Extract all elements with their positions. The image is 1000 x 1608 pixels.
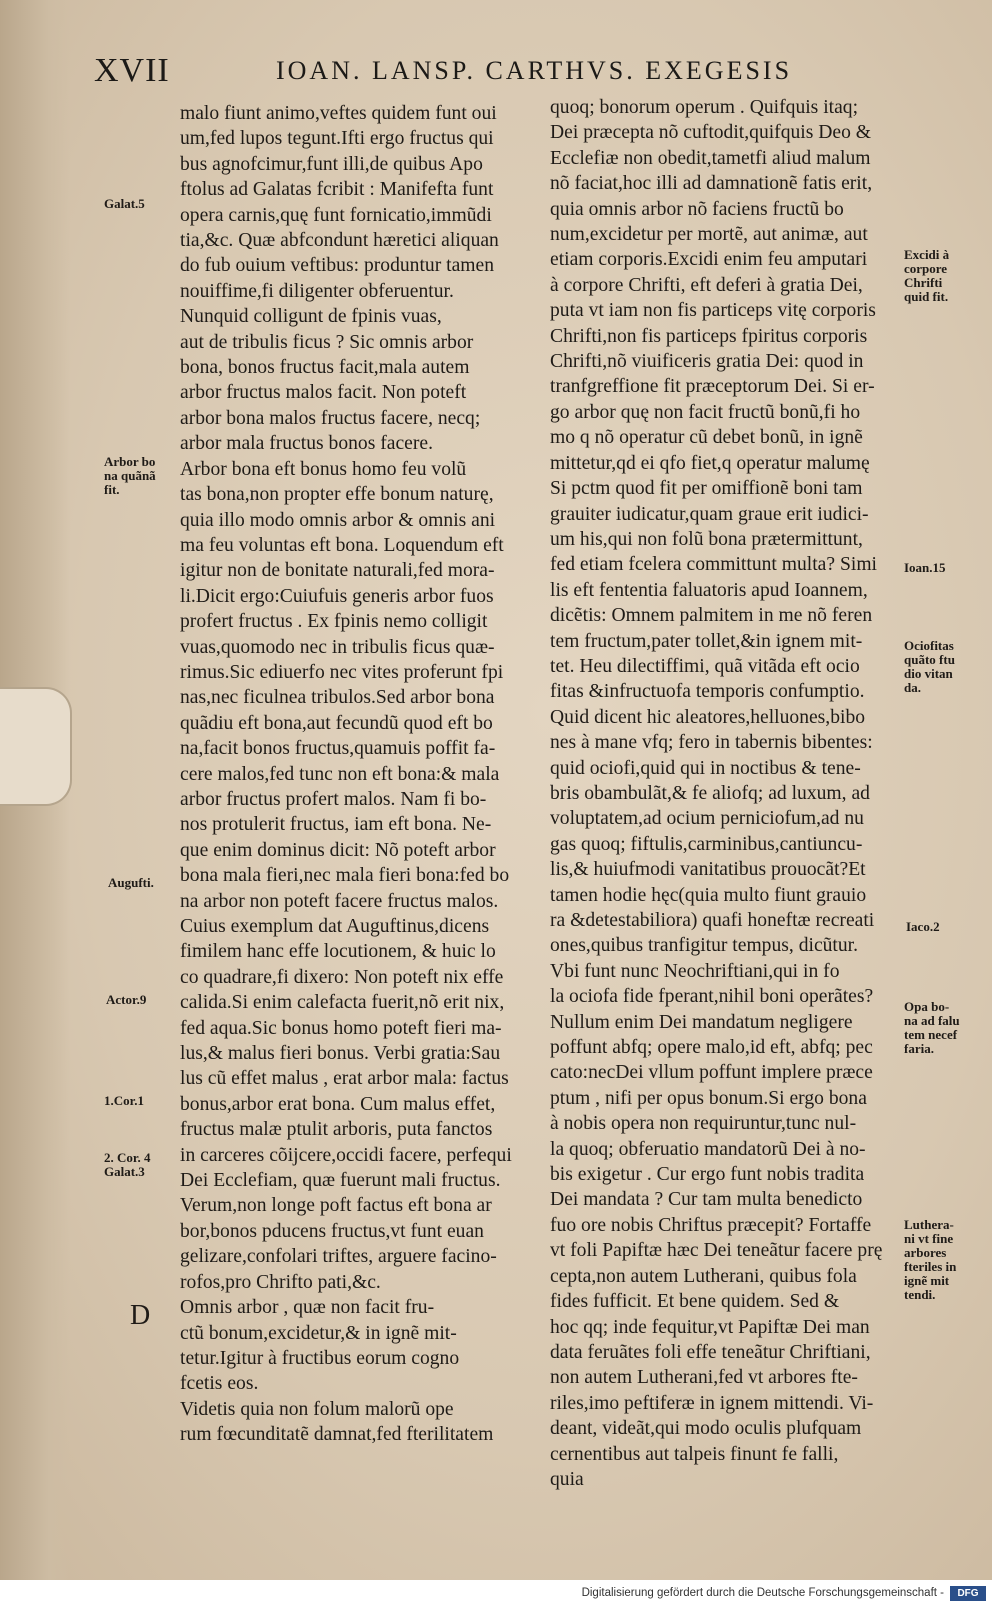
text-line: mittetur,qd ei qfo fiet,q operatur malumę: [550, 452, 870, 474]
text-line: malo fiunt animo,veftes quidem funt oui: [180, 103, 497, 124]
margin-note-line: arbores: [904, 1245, 947, 1260]
text-line: bonus,arbor erat bona. Cum malus effet,: [180, 1093, 496, 1115]
margin-note-iaco: [906, 920, 940, 934]
margin-note-line: na ad falu: [904, 1013, 960, 1028]
text-line: cernentibus aut talpeis finunt fe falli,: [550, 1443, 839, 1465]
text-line: fides fufficit. Et bene quidem. Sed &: [550, 1291, 840, 1313]
text-line: mo q nõ operatur cũ debet bonũ, in ignẽ: [550, 427, 863, 449]
text-line: Chrifti,non fis particeps fpiritus corporis: [550, 325, 868, 347]
text-line: Dei mandata ? Cur tam multa benedicto: [550, 1189, 863, 1211]
margin-note-galat: [104, 197, 145, 211]
text-line: Omnis arbor , quæ non facit fru-: [180, 1297, 435, 1319]
text-line: go arbor quę non facit fructũ bonũ,fi ho: [550, 401, 861, 423]
text-line: fuo ore nobis Chriftus præcepit? Fortaffe: [550, 1214, 872, 1236]
text-line: Chrifti,nõ viuificeris gratia Dei: quod in: [550, 351, 864, 373]
text-line: Ecclefiæ non obedit,tametfi aliud malum: [550, 147, 871, 169]
text-line: Arbor bona eft bonus homo feu volũ: [180, 458, 467, 480]
text-line: bona, bonos fructus facit,mala autem: [180, 357, 470, 379]
margin-note-line: Ociofitas: [904, 638, 954, 653]
margin-note-line: quãto ftu: [904, 652, 955, 667]
text-line: in carceres cõijcere,occidi facere, perfequi: [180, 1144, 512, 1166]
text-line: nouiffime,fi diligenter obferuentur.: [180, 280, 454, 302]
text-line: fed etiam fcelera committunt multa? Simi: [550, 554, 877, 576]
text-line: ftolus ad Galatas fcribit : Manifefta funt: [180, 179, 494, 201]
margin-note-line: Iaco.2: [906, 919, 940, 934]
text-line: nos protulerit fructus, iam eft bona. Ne-: [180, 814, 492, 836]
text-line: ra &detestabiliora) quafi honeftæ recreati: [550, 910, 875, 931]
margin-note-line: fteriles in: [904, 1259, 957, 1274]
margin-note-line: tem necef: [904, 1027, 958, 1042]
margin-note-excidi: [904, 248, 949, 304]
margin-note-cor2-galat: [104, 1151, 150, 1179]
page-clip-tab: [0, 687, 72, 806]
margin-note-line: 2. Cor. 4: [104, 1150, 151, 1165]
margin-note-line: Galat.5: [104, 196, 145, 211]
text-line: rofos,pro Chrifto pati,&c.: [180, 1271, 381, 1293]
margin-note-actor: [106, 993, 146, 1007]
text-line: igitur non de bonitate naturali,fed mora-: [180, 560, 495, 582]
text-line: bor,bonos pducens fructus,vt funt euan: [180, 1220, 484, 1242]
text-line: la quoq; obferuatio mandatorũ Dei à no-: [550, 1138, 866, 1160]
text-line: que enim dominus dicit: Nõ poteft arbor: [180, 839, 496, 861]
text-line: do fub ouium veftibus: produntur tamen: [180, 255, 494, 277]
text-line: nõ faciat,hoc illi ad damnationẽ fatis erit,: [550, 173, 873, 195]
text-line: bona mala fieri,nec mala fieri bona:fed bo: [180, 865, 510, 887]
text-line: à nobis opera non requiruntur,tunc nul-: [550, 1113, 857, 1135]
text-line: quoq; bonorum operum . Quifquis itaq;: [550, 97, 859, 118]
text-line: tranfgreffione fit præceptorum Dei. Si er-: [550, 376, 875, 398]
margin-note-line: dio vitan: [904, 666, 953, 681]
text-line: cepta,non autem Lutherani, quibus fola: [550, 1265, 857, 1287]
text-line: arbor fructus malos facit. Non poteft: [180, 382, 467, 404]
text-line: num,excidetur per mortẽ, aut animæ, aut: [550, 224, 868, 246]
dfg-logo: DFG: [950, 1586, 986, 1601]
text-line: tet. Heu dilectiffimi, quã vitãda eft ocio: [550, 655, 860, 677]
margin-note-ociositas: [904, 639, 955, 695]
margin-note-line: quid fit.: [904, 289, 949, 304]
margin-note-augustinus: [108, 876, 154, 890]
text-line: la ociofa fide fperant,nihil boni operãtes?: [550, 986, 874, 1008]
text-line: voluptatem,ad ocium perniciofum,ad nu: [550, 808, 864, 830]
text-line: lus,& malus fieri bonus. Verbi gratia:Sau: [180, 1043, 501, 1065]
margin-note-line: na quãnã: [104, 468, 156, 483]
margin-note-line: Luthera-: [904, 1217, 954, 1232]
margin-note-line: da.: [904, 680, 921, 695]
text-line: um,fed lupos tegunt.Ifti ergo fructus qui: [180, 128, 494, 150]
text-line: arbor mala fructus bonos facere.: [180, 433, 433, 455]
text-line: non autem Lutherani,fed vt arbores fte-: [550, 1367, 858, 1389]
text-line: grauiter iudicatur,quam graue erit iudici-: [550, 503, 869, 525]
text-line: profert fructus . Ex fpinis nemo colligit: [180, 611, 488, 633]
text-line: ctũ bonum,excidetur,& in ignẽ mit-: [180, 1322, 457, 1344]
text-line: poffunt abfq; opere malo,id eft, abfq; pec: [550, 1037, 873, 1059]
text-line: na,facit bonos fructus,quamuis poffit fa-: [180, 738, 496, 760]
text-line: bis exigetur . Cur ergo funt nobis tradita: [550, 1164, 865, 1186]
text-line: tetur.Igitur à fructibus eorum cogno: [180, 1347, 460, 1369]
text-line: quãdiu eft bona,aut fecundũ quod eft bo: [180, 712, 493, 734]
text-line: Dei præcepta nõ cuftodit,quifquis Deo &: [550, 122, 872, 144]
text-line: gas quoq; fiftulis,carminibus,cantiuncu-: [550, 833, 863, 855]
text-line: tamen hodie hęc(quia multo fiunt grauio: [550, 884, 867, 906]
text-line: data feruãtes foli effe teneãtur Chriftiani,: [550, 1341, 871, 1363]
text-line: ma feu voluntas eft bona. Loquendum eft: [180, 534, 504, 556]
margin-note-lutherani: [904, 1218, 956, 1302]
text-line: Dei Ecclefiam, quæ fuerunt mali fructus.: [180, 1170, 501, 1192]
left-text-column: [180, 101, 530, 1448]
text-line: arbor bona malos fructus facere, necq;: [180, 407, 481, 429]
text-line: Vbi funt nunc Neochriftiani,qui in fo: [550, 960, 840, 982]
text-line: quia: [550, 1468, 584, 1490]
text-line: Quid dicent hic aleatores,helluones,bibo: [550, 706, 866, 728]
margin-note-line: fit.: [104, 482, 120, 497]
page-header: [0, 52, 992, 92]
text-line: opera carnis,quę funt fornicatio,immũdi: [180, 204, 492, 226]
margin-note-line: Galat.3: [104, 1164, 145, 1179]
text-line: aut de tribulis ficus ? Sic omnis arbor: [180, 331, 474, 353]
text-line: vt foli Papiftæ hæc Dei teneãtur facere prę: [550, 1240, 883, 1262]
margin-note-arbor-bona: [104, 455, 156, 497]
text-line: nes à mane vfq; fero in tabernis bibentes:: [550, 732, 873, 754]
right-text-column: [550, 95, 900, 1492]
text-line: fimilem hanc effe locutionem, & huic lo: [180, 941, 496, 963]
text-line: um his,qui non folũ bona prætermittunt,: [550, 528, 863, 550]
text-line: nas,nec ficulnea tribulos.Sed arbor bona: [180, 687, 495, 709]
text-line: tas bona,non propter effe bonum naturę,: [180, 484, 494, 506]
margin-note-line: ni vt fine: [904, 1231, 954, 1246]
margin-note-line: corpore: [904, 261, 948, 276]
text-line: Cuius exemplum dat Auguftinus,dicens: [180, 916, 490, 937]
text-line: etiam corporis.Excidi enim feu amputari: [550, 249, 868, 271]
digitization-footer: [0, 1580, 1000, 1608]
text-line: bus agnofcimur,funt illi,de quibus Apo: [180, 153, 483, 175]
text-line: Nunquid colligunt de fpinis vuas,: [180, 306, 442, 328]
text-line: deant, videãt,qui modo oculis plufquam: [550, 1418, 862, 1440]
margin-note-line: Opa bo-: [904, 999, 950, 1014]
text-line: rum fœcunditatẽ damnat,fed fterilitatem: [180, 1424, 494, 1446]
text-line: na arbor non poteft facere fructus malos.: [180, 890, 499, 912]
text-line: li.Dicit ergo:Cuiufuis generis arbor fuos: [180, 585, 494, 607]
text-line: arbor fructus profert malos. Nam fi bo-: [180, 788, 487, 810]
text-line: bris obambulãt,& fe aliofq; ad luxum, ad: [550, 782, 870, 804]
text-line: calida.Si enim calefacta fuerit,nõ erit nix,: [180, 992, 505, 1014]
text-line: co quadrare,fi dixero: Non poteft nix effe: [180, 966, 504, 988]
text-line: Si pctm quod fit per omiffionẽ boni tam: [550, 478, 863, 500]
margin-note-line: faria.: [904, 1041, 934, 1056]
text-line: hoc qq; inde fequitur,vt Papiftæ Dei man: [550, 1316, 870, 1338]
text-line: lus cũ effet malus , erat arbor mala: factus: [180, 1068, 509, 1090]
text-line: fcetis eos.: [180, 1373, 259, 1395]
text-line: quid ociofi,quid qui in noctibus & tene-: [550, 757, 861, 779]
margin-note-line: Chrifti: [904, 275, 943, 290]
text-line: à corpore Chrifti, eft deferi à gratia Dei,: [550, 274, 863, 296]
footer-credit: Digitalisierung gefördert durch die Deutsche Forschungsgemeinschaft -: [581, 1587, 944, 1599]
text-line: gelizare,confolari triftes, arguere facino-: [180, 1246, 497, 1268]
text-line: ptum , nifi per opus bonum.Si ergo bona: [550, 1087, 867, 1109]
margin-note-ioan: [904, 561, 946, 575]
text-line: tia,&c. Quæ abfcondunt hæretici aliquan: [180, 230, 499, 252]
margin-note-line: Actor.9: [106, 992, 147, 1007]
signature-mark: D: [130, 1300, 151, 1331]
text-line: cere malos,fed tunc non eft bona:& mala: [180, 763, 500, 785]
text-line: ones,quibus tranfigitur tempus, dicũtur.: [550, 935, 859, 957]
text-line: rimus.Sic ediuerfo nec vites proferunt fpi: [180, 661, 504, 683]
margin-note-line: tendi.: [904, 1287, 936, 1302]
text-line: dicẽtis: Omnem palmitem in me nõ feren: [550, 605, 873, 627]
text-line: fructus malæ ptulit arboris, puta fanctos: [180, 1119, 493, 1141]
text-line: lis,& huiufmodi vanitatibus prouocãt?Et: [550, 859, 866, 881]
margin-note-line: ignẽ mit: [904, 1273, 950, 1288]
text-line: quia omnis arbor nõ faciens fructũ bo: [550, 198, 844, 220]
text-line: cato:necDei vllum poffunt implere præce: [550, 1062, 873, 1084]
text-line: Verum,non longe poft factus eft bona ar: [180, 1195, 492, 1217]
text-line: puta vt iam non fis particeps vitę corporis: [550, 300, 876, 322]
text-line: vuas,quomodo nec in tribulis ficus quæ-: [180, 636, 495, 658]
text-line: riles,imo peftiferæ in ignem mittendi. Vi-: [550, 1392, 874, 1414]
margin-note-line: Arbor bo: [104, 454, 156, 469]
margin-note-line: Excidi à: [904, 247, 950, 262]
margin-note-line: Ioan.15: [904, 560, 946, 575]
margin-note-line: Augufti.: [108, 875, 154, 890]
text-line: lis eft fententia faluatoris apud Ioannem,: [550, 579, 868, 601]
text-line: Videtis quia non folum malorũ ope: [180, 1398, 454, 1420]
folio-number: XVII: [94, 52, 170, 89]
text-line: tem fructum,pater tollet,&in ignem mit-: [550, 630, 863, 652]
text-line: fitas &infructuofa temporis confumptio.: [550, 681, 865, 703]
margin-note-opa-bona: [904, 1000, 960, 1056]
margin-note-line: 1.Cor.1: [104, 1093, 144, 1108]
text-line: Nullum enim Dei mandatum negligere: [550, 1011, 853, 1033]
text-line: quia illo modo omnis arbor & omnis ani: [180, 509, 496, 531]
text-line: fed aqua.Sic bonus homo poteft fieri ma-: [180, 1017, 502, 1039]
margin-note-cor1: [104, 1094, 144, 1108]
running-title: IOAN. LANSP. CARTHVS. EXEGESIS: [276, 56, 793, 85]
